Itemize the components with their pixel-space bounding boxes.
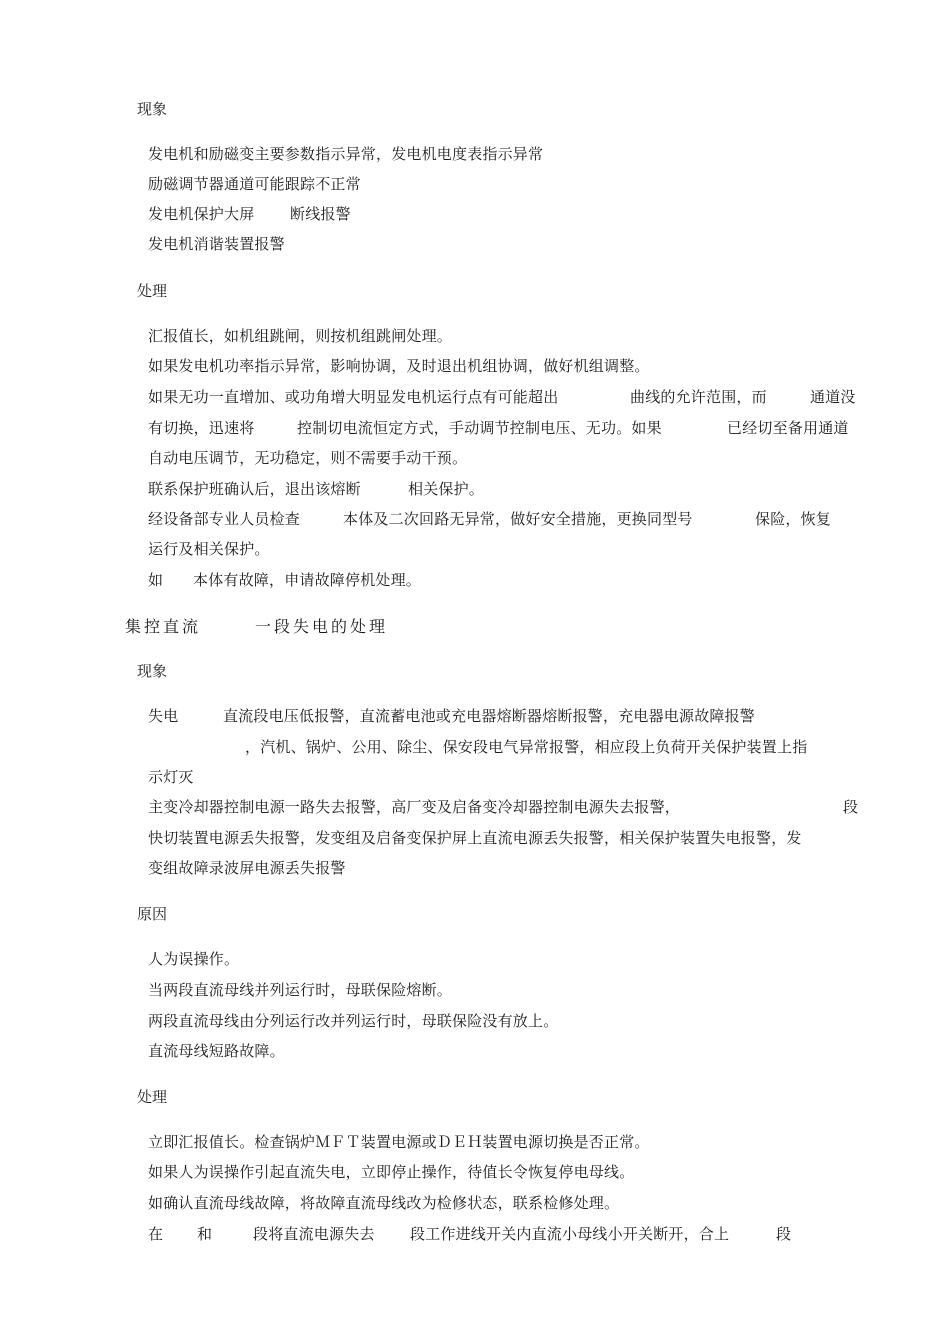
section-title-fragment: 一段失电的处理	[255, 617, 389, 636]
handling-line: 汇报值长，如机组跳闸，则按机组跳闸处理。	[148, 327, 453, 345]
handling-line-fragment: 曲线的允许范围，而	[630, 388, 767, 406]
handling-line-fragment: 本体有故障，申请故障停机处理。	[193, 571, 422, 589]
handling-line: 联系保护班确认后，退出该熔断	[148, 480, 361, 498]
symptom-line-fragment: 直流段电压低报警，直流蓄电池或充电器熔断器熔断报警，充电器电源故障报警	[223, 707, 756, 725]
handling-line: 如确认直流母线故障，将故障直流母线改为检修状态，联系检修处理。	[148, 1194, 620, 1212]
handling-line: 如果人为误操作引起直流失电，立即停止操作，待值长令恢复停电母线。	[148, 1163, 635, 1181]
symptom-line: 变组故障录波屏电源丢失报警	[148, 859, 346, 877]
handling-line-fragment: 段将直流电源失去	[253, 1225, 375, 1243]
handling-line: 在	[148, 1225, 164, 1243]
section-title: 集控直流	[125, 617, 202, 636]
symptom-line: 发电机保护大屏	[148, 205, 255, 223]
cause-line: 人为误操作。	[148, 950, 240, 968]
symptom-line: ，汽机、锅炉、公用、除尘、保安段电气异常报警，相应段上负荷开关保护装置上指	[245, 738, 808, 756]
handling-heading: 处理	[137, 1088, 168, 1106]
symptom-line: 主变冷却器控制电源一路失去报警，高厂变及启备变冷却器控制电源失去报警，	[148, 798, 681, 816]
handling-line: 经设备部专业人员检查	[148, 510, 301, 528]
symptom-line: 励磁调节器通道可能跟踪不正常	[148, 175, 361, 193]
handling-line-fragment: 相关保护。	[408, 480, 485, 498]
handling-line: 如果无功一直增加、或功角增大明显发电机运行点有可能超出	[148, 388, 559, 406]
handling-line: 立即汇报值长。检查锅炉ＭＦＴ装置电源或ＤＥＨ装置电源切换是否正常。	[148, 1133, 650, 1151]
handling-heading: 处理	[137, 282, 168, 300]
handling-line-fragment: 段	[776, 1225, 792, 1243]
handling-line-fragment: 通道没	[810, 388, 856, 406]
symptom-line: 发电机和励磁变主要参数指示异常，发电机电度表指示异常	[148, 145, 544, 163]
handling-line: 如	[148, 571, 164, 589]
symptom-line: 发电机消谐装置报警	[148, 235, 285, 253]
symptom-line: 失电	[148, 707, 179, 725]
symptom-line-fragment: 段	[843, 798, 859, 816]
handling-line: 如果发电机功率指示异常，影响协调，及时退出机组协调，做好机组调整。	[148, 357, 650, 375]
cause-line: 当两段直流母线并列运行时，母联保险熔断。	[148, 981, 453, 999]
handling-line: 自动电压调节，无功稳定，则不需要手动干预。	[148, 449, 468, 467]
cause-line: 两段直流母线由分列运行改并列运行时，母联保险没有放上。	[148, 1012, 559, 1030]
handling-line-fragment: 段工作进线开关内直流小母线小开关断开，合上	[410, 1225, 730, 1243]
handling-line-fragment: 和	[197, 1225, 213, 1243]
handling-line-fragment: 保险，恢复	[755, 510, 832, 528]
handling-line: 运行及相关保护。	[148, 540, 270, 558]
symptom-heading: 现象	[137, 100, 168, 118]
cause-line: 直流母线短路故障。	[148, 1042, 285, 1060]
handling-line-fragment: 本体及二次回路无异常，做好安全措施，更换同型号	[343, 510, 693, 528]
handling-line: 有切换，迅速将	[148, 419, 255, 437]
cause-heading: 原因	[137, 905, 168, 923]
handling-line-fragment: 已经切至备用通道	[727, 419, 849, 437]
symptom-line: 快切装置电源丢失报警，发变组及启备变保护屏上直流电源丢失报警，相关保护装置失电报警，发	[148, 829, 802, 847]
symptom-heading: 现象	[137, 662, 168, 680]
symptom-line: 示灯灭	[148, 768, 194, 786]
handling-line-fragment: 控制切电流恒定方式，手动调节控制电压、无功。如果	[297, 419, 662, 437]
symptom-line-fragment: 断线报警	[290, 205, 351, 223]
